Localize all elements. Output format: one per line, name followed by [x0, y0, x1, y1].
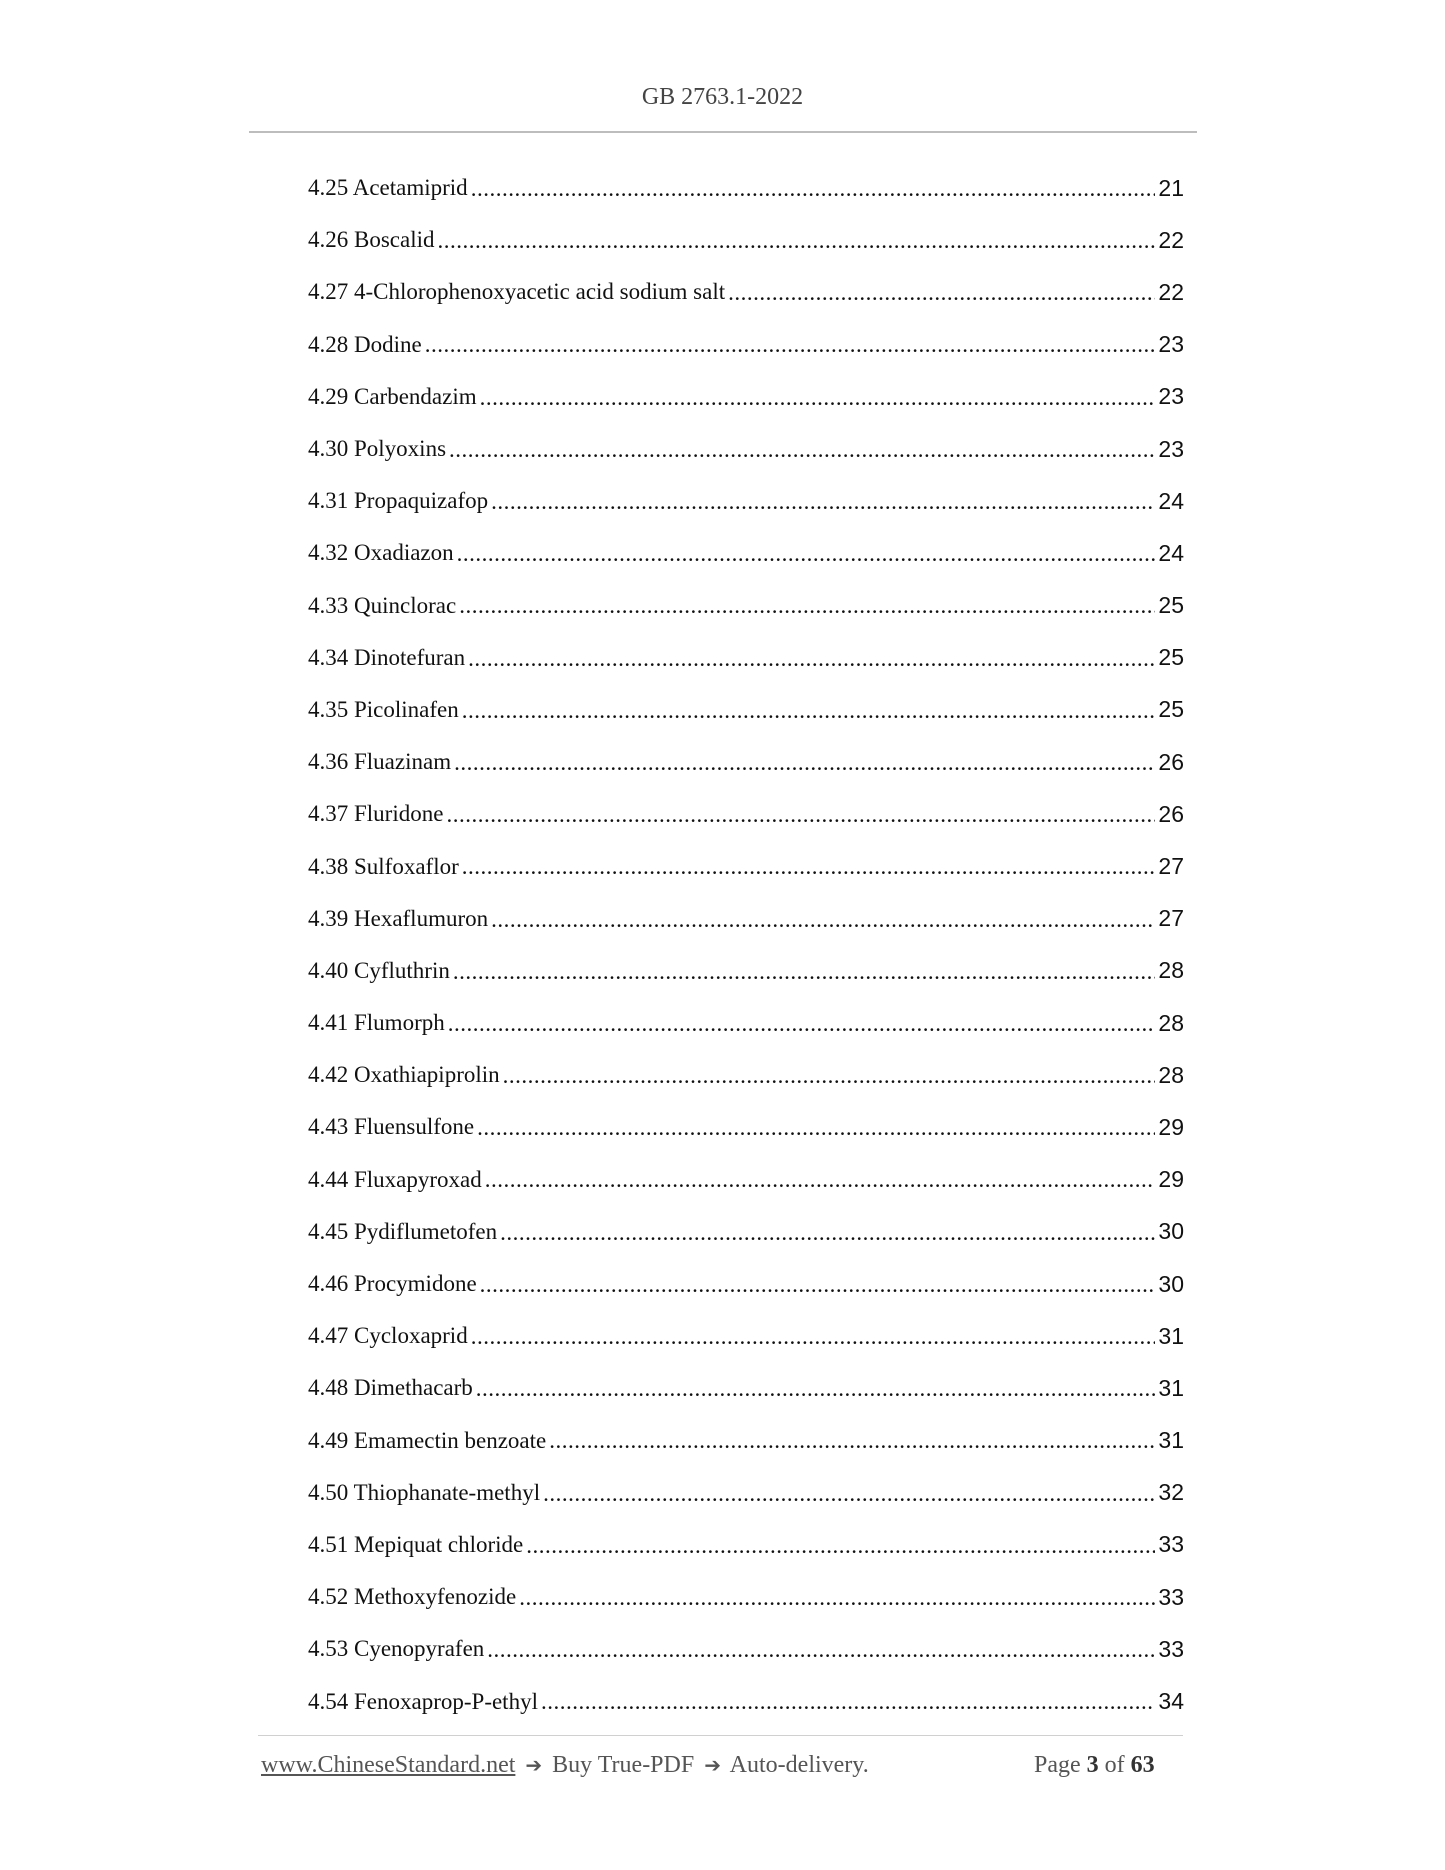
toc-entry[interactable] [308, 1415, 1184, 1467]
toc-entry[interactable] [308, 1519, 1184, 1571]
toc-dot-leader [549, 1427, 1155, 1455]
toc-entry-page: 31 [1158, 1427, 1184, 1454]
toc-entry-title: 4.30 Polyoxins [308, 436, 447, 462]
toc-entry-title: 4.49 Emamectin benzoate [308, 1427, 547, 1453]
toc-entry[interactable] [308, 1258, 1184, 1310]
toc-entry-title: 4.52 Methoxyfenozide [308, 1584, 517, 1610]
right-arrow-icon: ➔ [525, 1753, 543, 1777]
toc-entry-page: 25 [1158, 592, 1184, 619]
toc-dot-leader [480, 383, 1155, 411]
toc-entry-title: 4.54 Fenoxaprop-P-ethyl [308, 1688, 538, 1714]
toc-entry-page: 28 [1158, 957, 1184, 984]
toc-dot-leader [457, 540, 1155, 568]
toc-entry[interactable] [308, 1154, 1184, 1206]
toc-entry-page: 24 [1158, 487, 1184, 514]
toc-entry-page: 31 [1158, 1374, 1184, 1401]
toc-entry-title: 4.38 Sulfoxaflor [308, 853, 459, 879]
toc-entry[interactable] [308, 162, 1184, 214]
toc-dot-leader [541, 1688, 1155, 1716]
toc-entry-title: 4.45 Pydiflumetofen [308, 1218, 498, 1244]
toc-dot-leader [485, 1166, 1155, 1194]
table-of-contents [308, 162, 1184, 1728]
toc-entry-title: 4.31 Propaquizafop [308, 488, 489, 514]
toc-dot-leader [462, 696, 1155, 724]
toc-entry[interactable] [308, 319, 1184, 371]
toc-entry-title: 4.40 Cyfluthrin [308, 957, 450, 983]
toc-entry[interactable] [308, 840, 1184, 892]
current-page: 3 [1086, 1752, 1099, 1778]
toc-entry[interactable] [308, 1571, 1184, 1623]
toc-dot-leader [491, 905, 1155, 933]
toc-entry[interactable] [308, 580, 1184, 632]
toc-entry-page: 24 [1158, 539, 1184, 566]
toc-dot-leader [438, 226, 1156, 254]
toc-dot-leader [454, 748, 1155, 776]
toc-entry[interactable] [308, 1049, 1184, 1101]
toc-entry-page: 26 [1158, 748, 1184, 775]
toc-entry[interactable] [308, 684, 1184, 736]
buy-text: Buy True-PDF [552, 1752, 695, 1778]
header-divider [249, 131, 1197, 133]
toc-entry-title: 4.29 Carbendazim [308, 383, 477, 409]
page-number [1034, 1752, 1155, 1779]
toc-entry[interactable] [308, 1675, 1184, 1727]
toc-dot-leader [449, 435, 1155, 463]
toc-entry-title: 4.44 Fluxapyroxad [308, 1166, 482, 1192]
toc-entry-page: 29 [1158, 1166, 1184, 1193]
toc-entry-page: 25 [1158, 644, 1184, 671]
footer-promo [261, 1752, 869, 1779]
toc-entry-page: 29 [1158, 1113, 1184, 1140]
toc-entry-title: 4.34 Dinotefuran [308, 644, 466, 670]
toc-dot-leader [519, 1583, 1155, 1611]
toc-entry-page: 23 [1158, 383, 1184, 410]
toc-entry[interactable] [308, 423, 1184, 475]
toc-entry-page: 30 [1158, 1270, 1184, 1297]
toc-entry[interactable] [308, 527, 1184, 579]
toc-entry[interactable] [308, 736, 1184, 788]
toc-dot-leader [487, 1636, 1155, 1664]
toc-dot-leader [728, 279, 1155, 307]
toc-entry-title: 4.33 Quinclorac [308, 592, 457, 618]
toc-dot-leader [543, 1479, 1155, 1507]
document-header-title: GB 2763.1-2022 [641, 84, 804, 110]
toc-entry-title: 4.36 Fluazinam [308, 749, 452, 775]
toc-dot-leader [453, 957, 1155, 985]
toc-entry-title: 4.46 Procymidone [308, 1271, 477, 1297]
footer-divider [258, 1735, 1183, 1736]
toc-entry-title: 4.35 Picolinafen [308, 696, 459, 722]
toc-entry-page: 33 [1158, 1531, 1184, 1558]
of-label: of [1104, 1752, 1125, 1778]
toc-entry-title: 4.48 Dimethacarb [308, 1375, 473, 1401]
toc-entry[interactable] [308, 1101, 1184, 1153]
toc-entry[interactable] [308, 945, 1184, 997]
toc-dot-leader [462, 853, 1155, 881]
toc-entry-page: 33 [1158, 1635, 1184, 1662]
toc-dot-leader [459, 592, 1155, 620]
toc-entry-page: 28 [1158, 1009, 1184, 1036]
toc-entry[interactable] [308, 475, 1184, 527]
toc-entry[interactable] [308, 1623, 1184, 1675]
toc-entry-page: 23 [1158, 435, 1184, 462]
toc-dot-leader [480, 1270, 1155, 1298]
toc-entry[interactable] [308, 1467, 1184, 1519]
toc-entry[interactable] [308, 893, 1184, 945]
toc-dot-leader [468, 644, 1155, 672]
toc-entry[interactable] [308, 214, 1184, 266]
toc-dot-leader [503, 1061, 1155, 1089]
toc-entry-title: 4.50 Thiophanate-methyl [308, 1479, 541, 1505]
toc-entry-title: 4.39 Hexaflumuron [308, 905, 489, 931]
toc-dot-leader [448, 1009, 1155, 1037]
toc-entry-page: 21 [1158, 174, 1184, 201]
toc-entry-page: 32 [1158, 1479, 1184, 1506]
toc-entry[interactable] [308, 632, 1184, 684]
toc-entry-title: 4.28 Dodine [308, 331, 422, 357]
delivery-text: Auto-delivery. [729, 1752, 869, 1778]
toc-entry-page: 26 [1158, 800, 1184, 827]
toc-entry-page: 34 [1158, 1688, 1184, 1715]
toc-entry-title: 4.27 4-Chlorophenoxyacetic acid sodium salt [308, 279, 726, 305]
toc-dot-leader [471, 1322, 1155, 1350]
toc-dot-leader [477, 1114, 1155, 1142]
toc-entry-page: 22 [1158, 226, 1184, 253]
toc-entry-page: 27 [1158, 905, 1184, 932]
toc-entry[interactable] [308, 266, 1184, 318]
toc-entry-page: 25 [1158, 696, 1184, 723]
toc-entry[interactable] [308, 788, 1184, 840]
toc-dot-leader [500, 1218, 1155, 1246]
toc-entry-title: 4.32 Oxadiazon [308, 540, 454, 566]
toc-entry-page: 28 [1158, 1061, 1184, 1088]
toc-entry-page: 22 [1158, 278, 1184, 305]
toc-entry-title: 4.26 Boscalid [308, 227, 435, 253]
toc-entry-title: 4.43 Fluensulfone [308, 1114, 475, 1140]
toc-entry[interactable] [308, 1310, 1184, 1362]
toc-dot-leader [476, 1375, 1155, 1403]
toc-entry-title: 4.51 Mepiquat chloride [308, 1531, 524, 1557]
toc-entry-page: 33 [1158, 1583, 1184, 1610]
toc-entry-page: 30 [1158, 1218, 1184, 1245]
toc-dot-leader [425, 331, 1155, 359]
website-link[interactable]: www.ChineseStandard.net [261, 1752, 516, 1778]
toc-dot-leader [491, 487, 1155, 515]
toc-entry-title: 4.47 Cycloxaprid [308, 1323, 468, 1349]
toc-entry-page: 31 [1158, 1322, 1184, 1349]
toc-entry-title: 4.25 Acetamiprid [308, 175, 468, 201]
total-pages: 63 [1130, 1752, 1155, 1778]
right-arrow-icon: ➔ [704, 1753, 721, 1777]
toc-dot-leader [526, 1531, 1155, 1559]
toc-entry-title: 4.41 Flumorph [308, 1010, 445, 1036]
toc-entry-page: 27 [1158, 853, 1184, 880]
toc-entry[interactable] [308, 1206, 1184, 1258]
toc-entry[interactable] [308, 997, 1184, 1049]
toc-entry-title: 4.42 Oxathiapiprolin [308, 1062, 500, 1088]
toc-entry-page: 23 [1158, 331, 1184, 358]
page-label: Page [1034, 1752, 1081, 1778]
toc-entry[interactable] [308, 1362, 1184, 1414]
toc-dot-leader [446, 801, 1155, 829]
toc-entry-title: 4.53 Cyenopyrafen [308, 1636, 485, 1662]
toc-dot-leader [471, 174, 1155, 202]
toc-entry-title: 4.37 Fluridone [308, 801, 444, 827]
toc-entry[interactable] [308, 371, 1184, 423]
